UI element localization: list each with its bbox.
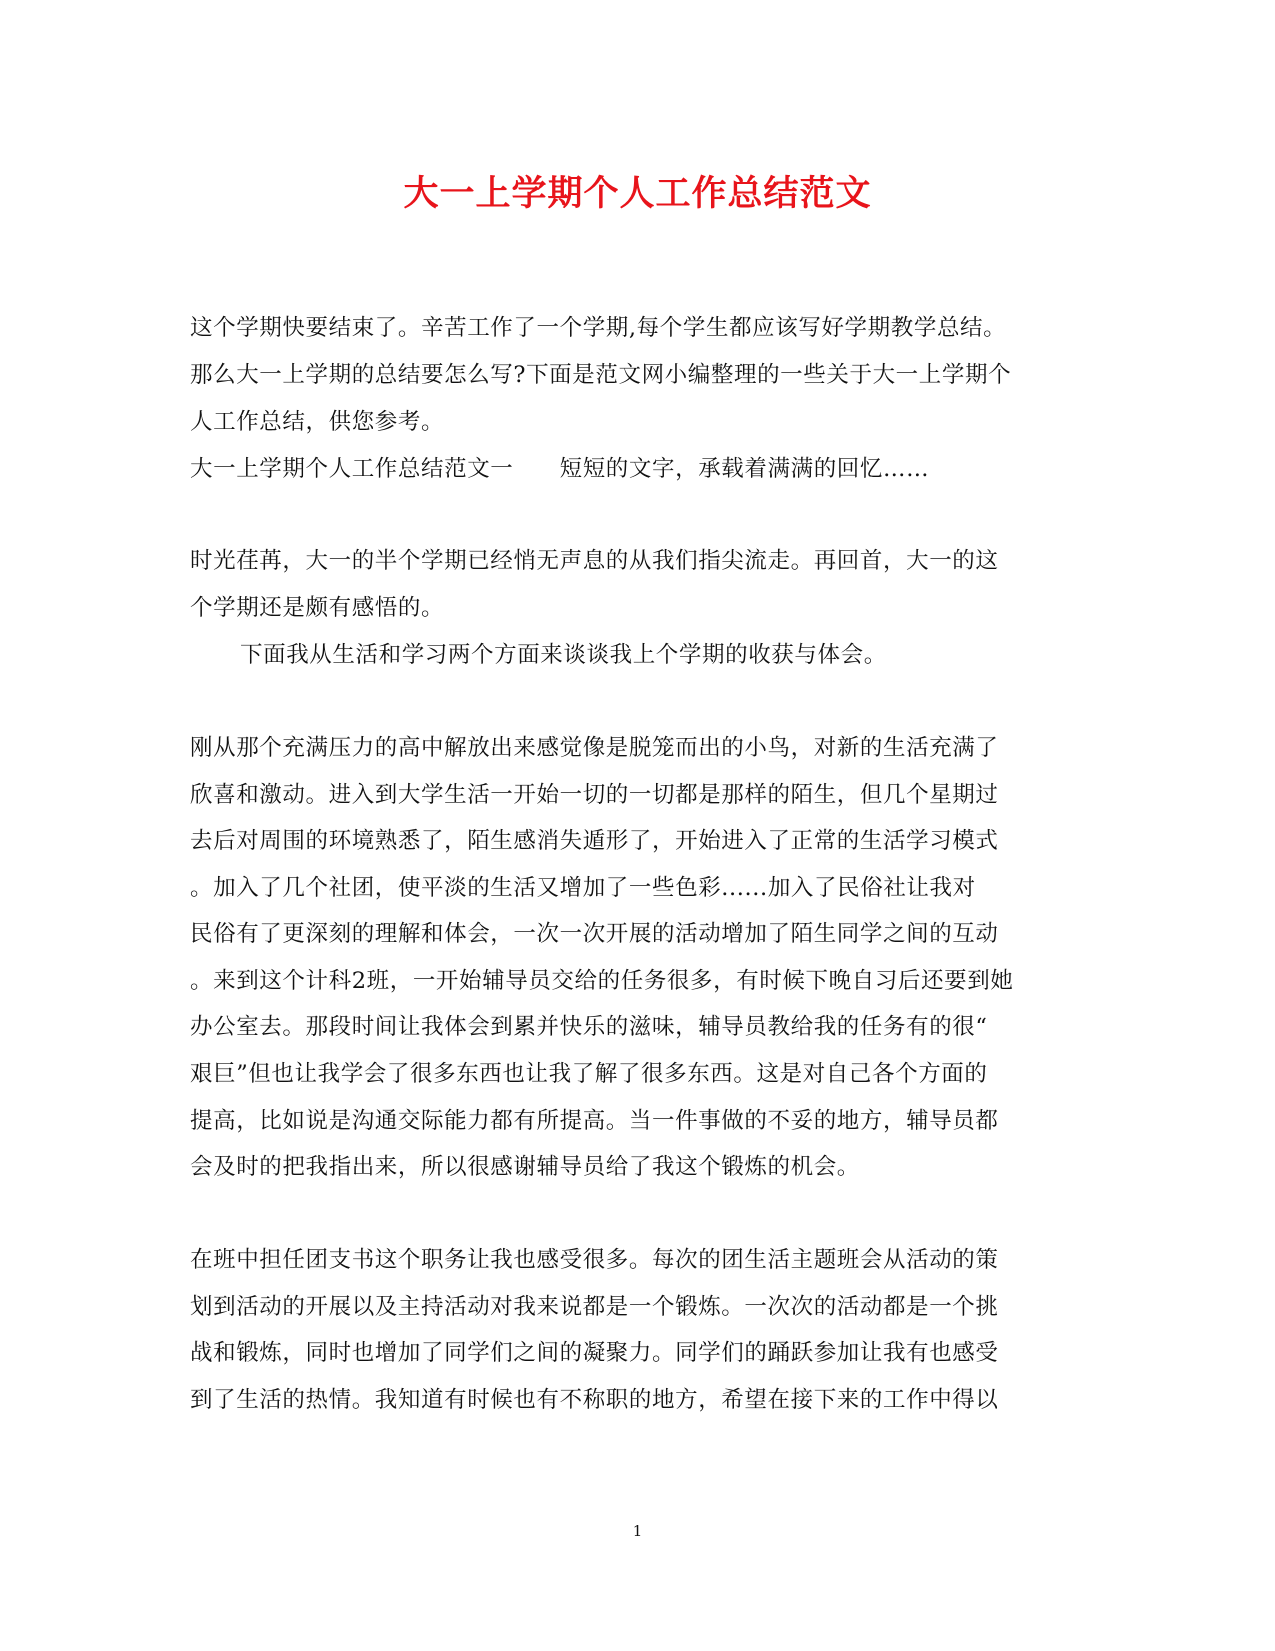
paragraph-line: 办公室去。那段时间让我体会到累并快乐的滋味，辅导员教给我的任务有的很“ [190,1014,988,1040]
paragraph-line: 。加入了几个社团，使平淡的生活又增加了一些色彩......加入了民俗社让我对 [190,875,976,901]
paragraph-line: 大一上学期个人工作总结范文一 短短的文字，承载着满满的回忆…… [190,456,930,482]
paragraph-line: 下面我从生活和学习两个方面来谈谈我上个学期的收获与体会。 [240,642,887,668]
paragraph-line: 艰巨”但也让我学会了很多东西也让我了解了很多东西。这是对自己各个方面的 [190,1061,988,1087]
paragraph-line: 个学期还是颇有感悟的。 [190,595,445,621]
document-title: 大一上学期个人工作总结范文 [403,173,872,214]
paragraph-line: 民俗有了更深刻的理解和体会，一次一次开展的活动增加了陌生同学之间的互动 [190,921,999,947]
paragraph-line: 去后对周围的环境熟悉了，陌生感消失遁形了，开始进入了正常的生活学习模式 [190,828,999,854]
paragraph-line: 在班中担任团支书这个职务让我也感受很多。每次的团生活主题班会从活动的策 [190,1247,999,1273]
paragraph-line: 提高，比如说是沟通交际能力都有所提高。当一件事做的不妥的地方，辅导员都 [190,1108,999,1134]
page-number: 1 [632,1522,643,1540]
paragraph-line: 欣喜和激动。进入到大学生活一开始一切的一切都是那样的陌生，但几个星期过 [190,782,999,808]
paragraph-line: 刚从那个充满压力的高中解放出来感觉像是脱笼而出的小鸟，对新的生活充满了 [190,735,999,761]
paragraph-line: 。来到这个计科2班，一开始辅导员交给的任务很多，有时候下晚自习后还要到她 [190,968,1014,994]
paragraph-line: 战和锻炼，同时也增加了同学们之间的凝聚力。同学们的踊跃参加让我有也感受 [190,1340,999,1366]
paragraph-line: 人工作总结，供您参考。 [190,409,445,435]
paragraph-line: 时光荏苒，大一的半个学期已经悄无声息的从我们指尖流走。再回首，大一的这 [190,548,999,574]
paragraph-line: 划到活动的开展以及主持活动对我来说都是一个锻炼。一次次的活动都是一个挑 [190,1294,999,1320]
paragraph-line: 到了生活的热情。我知道有时候也有不称职的地方，希望在接下来的工作中得以 [190,1387,999,1413]
paragraph-line: 这个学期快要结束了。辛苦工作了一个学期,每个学生都应该写好学期教学总结。 [190,315,1007,341]
paragraph-line: 会及时的把我指出来，所以很感谢辅导员给了我这个锻炼的机会。 [190,1154,860,1180]
paragraph-line: 那么大一上学期的总结要怎么写?下面是范文网小编整理的一些关于大一上学期个 [190,362,1012,388]
